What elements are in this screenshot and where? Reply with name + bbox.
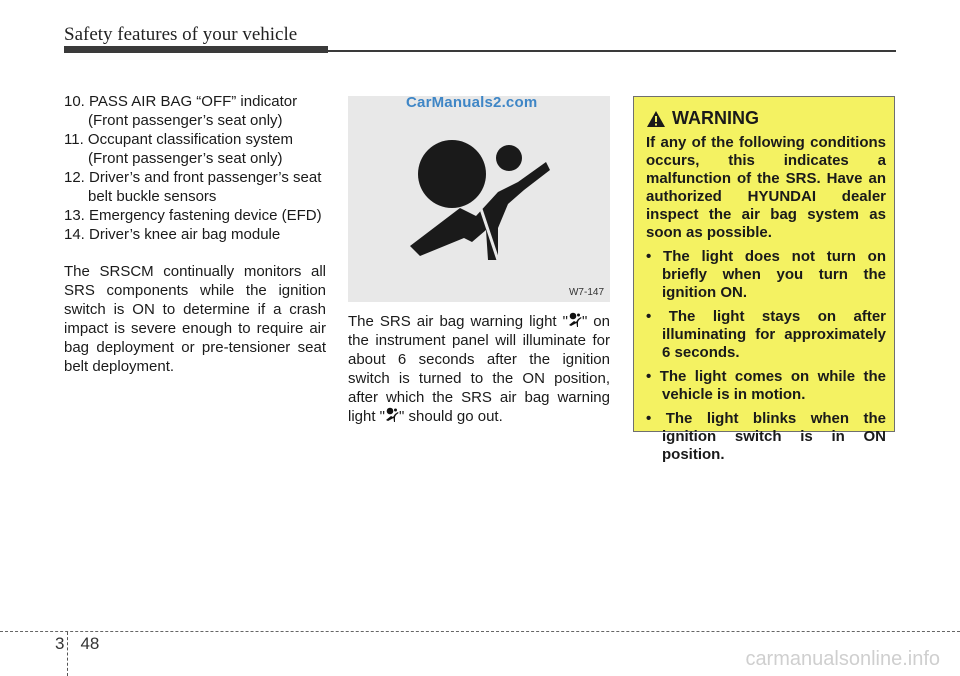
airbag-warning-icon — [385, 407, 399, 423]
left-column — [64, 92, 326, 391]
page-header-title: Safety features of your vehicle — [64, 24, 298, 45]
page-number-value: 48 — [80, 634, 100, 653]
warning-header — [646, 108, 759, 129]
srscm-paragraph: The SRSCM continually monitors all SRS components while the ignition switch is ON to determine if a crash impact is severe enough to require air bag deployment or pre-tensioner seat belt deployment. — [64, 263, 326, 375]
middle-column — [348, 312, 610, 426]
list-item: 11. Occupant classification system (Front passenger’s seat only) — [64, 131, 293, 167]
warning-bullet-text: The light comes on while the vehicle is in motion. — [659, 368, 886, 403]
page-number — [55, 634, 99, 654]
warning-bullet: • The light blinks when the ignition switch is in ON position. — [646, 410, 886, 463]
chapter-number: 3 — [55, 634, 65, 653]
list-item: 14. Driver’s knee air bag module — [64, 226, 281, 243]
warning-bullet-text: The light stays on after illuminating for approximately 6 seconds. — [662, 308, 886, 361]
airbag-warning-icon — [568, 312, 582, 328]
footer-rule — [0, 631, 960, 632]
warning-bullet: • The light does not turn on briefly when you turn the ignition ON. — [646, 248, 886, 301]
warning-body — [646, 134, 886, 470]
airbag-warning-icon — [348, 96, 610, 302]
figure-watermark: CarManuals2.com — [406, 94, 538, 111]
warning-bullet: • The light stays on after illuminating for approximately 6 seconds. — [646, 308, 886, 361]
warning-bullet: • The light comes on while the vehicle is in motion. — [646, 368, 886, 403]
warning-list — [646, 248, 886, 464]
header-accent-bar — [64, 46, 328, 53]
text-span: " on the instrument panel will illuminate for about 6 seconds after the ignition switch is turned to the ON position, after which the SRS air bag warning light " — [348, 313, 610, 425]
airbag-figure — [348, 96, 610, 302]
text-span: The SRS air bag warning light " — [348, 313, 568, 330]
warning-box — [633, 96, 895, 463]
text-span: " should go out. — [399, 408, 503, 425]
warning-title: WARNING — [672, 108, 759, 128]
warning-bullet-text: The light blinks when the ignition switch is in ON position. — [662, 410, 886, 463]
list-item: 13. Emergency fastening device (EFD) — [64, 207, 322, 224]
warning-bullet-text: The light does not turn on briefly when you turn the ignition ON. — [662, 248, 886, 301]
component-list — [64, 92, 326, 244]
warning-triangle-icon — [646, 110, 666, 128]
list-item: 10. PASS AIR BAG “OFF” indicator (Front passenger’s seat only) — [64, 93, 298, 129]
footer-watermark: carmanualsonline.info — [745, 648, 940, 670]
warning-intro: If any of the following conditions occurs, this indicates a malfunction of the SRS. Have an authorized HYUNDAI dealer inspect the air bag system as soon as possible. — [646, 134, 886, 241]
list-item: 12. Driver’s and front passenger’s seat belt buckle sensors — [64, 169, 322, 205]
figure-code: W7-147 — [568, 287, 604, 298]
